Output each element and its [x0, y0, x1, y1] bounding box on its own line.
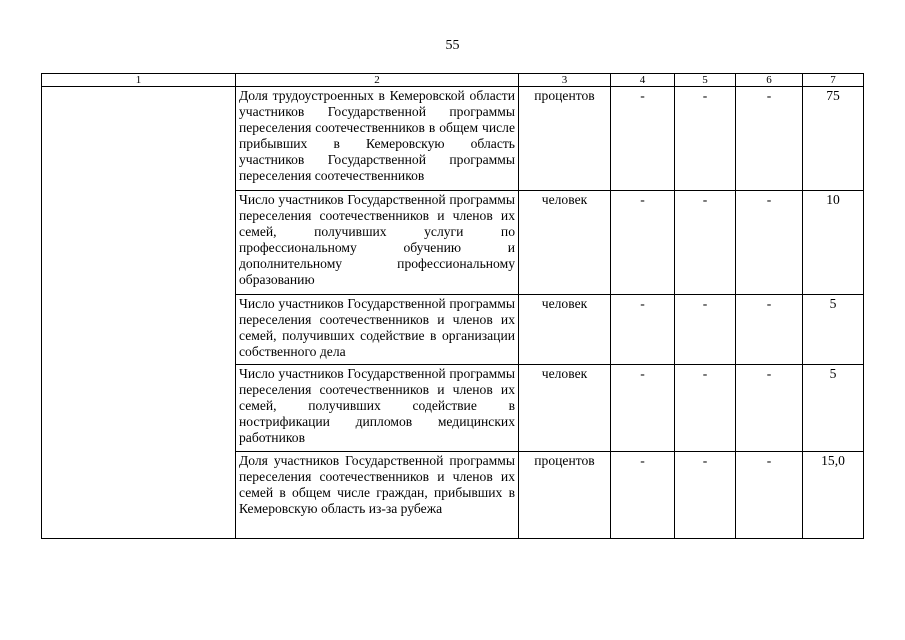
indicator-description-cell — [236, 365, 519, 452]
indicator-description-cell — [236, 295, 519, 365]
value-cell-col6: - — [736, 365, 803, 452]
value-cell-col5: - — [675, 452, 736, 539]
value-cell-col6: - — [736, 87, 803, 191]
indicator-description: Число участников Государственной программы переселения соотечественников и членов их семей, получивших содействие в организации собственного дела — [239, 296, 515, 359]
column-header: 6 — [736, 74, 803, 87]
value-cell-col4: - — [611, 452, 675, 539]
column-header: 5 — [675, 74, 736, 87]
unit-cell: человек — [519, 365, 611, 452]
unit-cell: процентов — [519, 452, 611, 539]
column-header: 2 — [236, 74, 519, 87]
column-header: 4 — [611, 74, 675, 87]
value-cell-col4: - — [611, 295, 675, 365]
value-cell-col5: - — [675, 295, 736, 365]
value-cell-col4: - — [611, 191, 675, 295]
value-cell-col7: 15,0 — [803, 452, 864, 539]
indicator-description: Доля участников Государственной программы переселения соотечественников и членов их семей в общем числе граждан, прибывших в Кемеровскую область из-за рубежа — [239, 453, 515, 516]
indicator-description: Доля трудоустроенных в Кемеровской области участников Государственной программы переселения соотечественников в общем числе прибывших в Кемеровскую область участников Государственной программы переселения соотечественников — [239, 88, 515, 183]
value-cell-col5: - — [675, 365, 736, 452]
value-cell-col7: 75 — [803, 87, 864, 191]
indicator-description: Число участников Государственной программы переселения соотечественников и членов их семей, получивших услуги по профессиональному обучению и дополнительному профессиональному образованию — [239, 192, 515, 287]
value-cell-col7: 5 — [803, 295, 864, 365]
value-cell-col6: - — [736, 452, 803, 539]
value-cell-col5: - — [675, 87, 736, 191]
indicator-description-cell — [236, 191, 519, 295]
page-number: 55 — [445, 38, 460, 53]
unit-cell: процентов — [519, 87, 611, 191]
column-header: 3 — [519, 74, 611, 87]
value-cell-col4: - — [611, 365, 675, 452]
value-cell-col4: - — [611, 87, 675, 191]
unit-cell: человек — [519, 295, 611, 365]
value-cell-col6: - — [736, 295, 803, 365]
indicator-description-cell — [236, 87, 519, 191]
indicator-description-cell — [236, 452, 519, 539]
column-header: 7 — [803, 74, 864, 87]
indicator-description: Число участников Государственной программы переселения соотечественников и членов их семей, получивших содействие в нострификации дипломов медицинских работников — [239, 366, 515, 445]
unit-cell: человек — [519, 191, 611, 295]
column-header: 1 — [42, 74, 236, 87]
value-cell-col7: 5 — [803, 365, 864, 452]
indicators-table — [41, 73, 864, 539]
value-cell-col6: - — [736, 191, 803, 295]
table-header-row — [42, 74, 864, 87]
table-row — [42, 87, 864, 191]
empty-column-1-cell — [42, 87, 236, 539]
value-cell-col5: - — [675, 191, 736, 295]
value-cell-col7: 10 — [803, 191, 864, 295]
